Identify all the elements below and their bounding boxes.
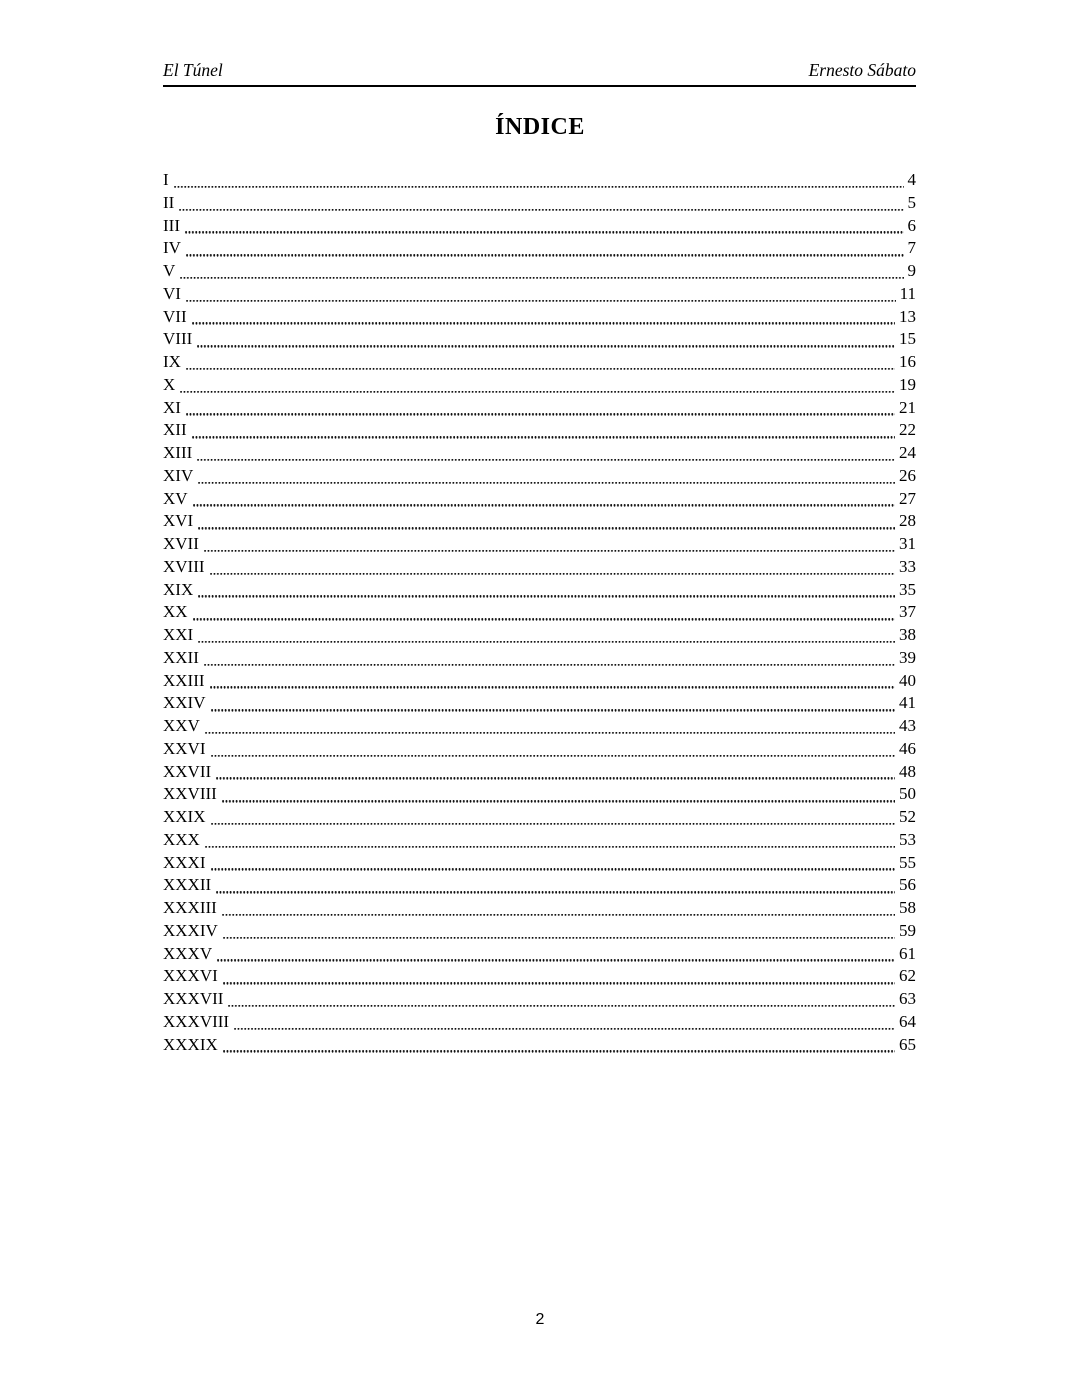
toc-page-number: 28 (899, 511, 916, 531)
dot-leader (211, 755, 896, 757)
dot-leader (192, 322, 895, 324)
toc-chapter-label: XIX (163, 579, 194, 599)
toc-chapter-label: XXXI (163, 852, 206, 872)
dot-leader (211, 868, 896, 870)
toc-chapter-label: XVI (163, 511, 194, 531)
header-rule (163, 85, 916, 87)
toc-entry (163, 989, 916, 1012)
toc-chapter-label: XXXV (163, 943, 213, 963)
toc-chapter-label: XXIV (163, 693, 206, 713)
toc-entry (163, 238, 916, 261)
dot-leader (198, 595, 895, 597)
toc-entry (163, 375, 916, 398)
toc-entry (163, 739, 916, 762)
dot-leader (198, 482, 895, 484)
dot-leader (192, 436, 895, 438)
toc-entry (163, 261, 916, 284)
dot-leader (193, 618, 895, 620)
toc-page-number: 33 (899, 556, 916, 576)
toc-entry (163, 671, 916, 694)
toc-entry (163, 307, 916, 330)
toc-page-number: 26 (899, 465, 916, 485)
toc-entry (163, 875, 916, 898)
toc-entry (163, 830, 916, 853)
dot-leader (186, 413, 895, 415)
toc-chapter-label: XII (163, 420, 187, 440)
toc-page-number: 19 (899, 374, 916, 394)
dot-leader (186, 368, 895, 370)
toc-entry (163, 693, 916, 716)
toc-entry (163, 170, 916, 193)
toc-entry (163, 966, 916, 989)
toc-chapter-label: XXXVII (163, 989, 224, 1008)
footer-page-number: 2 (535, 1311, 545, 1328)
toc-chapter-label: XXV (163, 716, 200, 735)
toc-entry (163, 648, 916, 671)
toc-chapter-label: X (163, 374, 176, 394)
toc-entry (163, 807, 916, 830)
toc-page-number: 9 (907, 261, 916, 280)
dot-leader (186, 254, 904, 256)
header-book-title: El Túnel (163, 60, 223, 80)
toc-entry (163, 921, 916, 944)
toc-chapter-label: XV (163, 488, 188, 508)
toc-entry (163, 216, 916, 239)
dot-leader (223, 1050, 895, 1052)
toc-entry (163, 193, 916, 216)
dot-leader (185, 231, 904, 233)
toc-page-number: 55 (899, 852, 916, 872)
page-title: ÍNDICE (495, 114, 585, 140)
dot-leader (217, 959, 895, 961)
toc-page-number: 35 (899, 579, 916, 599)
toc-chapter-label: XXIX (163, 807, 206, 826)
toc-page-number: 48 (899, 761, 916, 781)
toc-chapter-label: IX (163, 352, 181, 371)
dot-leader (222, 800, 895, 802)
dot-leader (205, 732, 895, 734)
toc-page-number: 61 (899, 943, 916, 963)
toc-chapter-label: XXXVIII (163, 1011, 230, 1031)
toc-chapter-label: XXXIX (163, 1034, 218, 1054)
toc-chapter-label: XIV (163, 465, 194, 485)
toc-entry (163, 420, 916, 443)
dot-leader (197, 459, 895, 461)
dot-leader (210, 573, 895, 575)
toc-chapter-label: IV (163, 238, 181, 258)
toc-page-number: 40 (899, 670, 916, 690)
toc-entry (163, 784, 916, 807)
page-footer (0, 1311, 1080, 1329)
dot-leader (211, 709, 896, 711)
toc-page-number: 15 (899, 329, 916, 349)
dot-leader (211, 823, 896, 825)
dot-leader (186, 300, 896, 302)
toc-entry (163, 944, 916, 967)
toc-page-number: 13 (899, 306, 916, 326)
toc-entry (163, 511, 916, 534)
toc-chapter-label: XVII (163, 534, 199, 553)
toc-chapter-label: VII (163, 306, 187, 326)
toc-page-number: 46 (899, 738, 916, 758)
toc-page-number: 11 (899, 283, 916, 303)
toc-page-number: 58 (899, 898, 916, 917)
toc-page-number: 24 (899, 443, 916, 462)
dot-leader (222, 914, 895, 916)
toc-chapter-label: XXII (163, 647, 199, 667)
toc-chapter-label: XXVII (163, 761, 212, 781)
dot-leader (198, 527, 895, 529)
toc-entry (163, 466, 916, 489)
toc-page-number: 41 (899, 693, 916, 713)
toc-page-number: 31 (899, 534, 916, 553)
toc-entry (163, 352, 916, 375)
toc-entry (163, 557, 916, 580)
toc-entry (163, 443, 916, 466)
toc-page-number: 39 (899, 647, 916, 667)
dot-leader (216, 777, 895, 779)
toc-page-number: 63 (899, 989, 916, 1008)
running-header (163, 60, 916, 80)
toc-page-number: 64 (899, 1011, 916, 1031)
dot-leader (193, 504, 895, 506)
toc-entry (163, 580, 916, 603)
toc-chapter-label: XXXII (163, 875, 212, 895)
toc-page-number: 27 (899, 488, 916, 508)
toc-page-number: 56 (899, 875, 916, 895)
dot-leader (210, 686, 895, 688)
toc-entry (163, 716, 916, 739)
toc-page-number: 37 (899, 602, 916, 622)
toc-page-number: 6 (907, 215, 916, 235)
toc-chapter-label: I (163, 170, 169, 189)
toc-chapter-label: XX (163, 602, 188, 622)
toc-page-number: 53 (899, 829, 916, 849)
toc-chapter-label: XXIII (163, 670, 205, 690)
toc-chapter-label: XXX (163, 829, 200, 849)
toc-page-number: 5 (907, 192, 916, 212)
dot-leader (179, 209, 903, 211)
toc-chapter-label: XXVIII (163, 784, 217, 804)
toc-page-number: 22 (899, 420, 916, 440)
toc-page-number: 38 (899, 625, 916, 644)
dot-leader (180, 277, 903, 279)
toc-entry (163, 1035, 916, 1058)
header-author-name: Ernesto Sábato (808, 60, 916, 80)
toc-page-number: 52 (899, 807, 916, 826)
dot-leader (216, 891, 895, 893)
toc-entry (163, 602, 916, 625)
toc-list (163, 170, 916, 1057)
toc-entry (163, 329, 916, 352)
dot-leader (204, 664, 895, 666)
toc-entry (163, 489, 916, 512)
toc-page-number: 4 (907, 170, 916, 189)
toc-entry (163, 853, 916, 876)
dot-leader (234, 1028, 895, 1030)
toc-chapter-label: XXXVI (163, 966, 218, 986)
toc-page-number: 16 (899, 352, 916, 371)
toc-entry (163, 1012, 916, 1035)
toc-chapter-label: VIII (163, 329, 193, 349)
toc-chapter-label: XI (163, 397, 181, 417)
dot-leader (197, 345, 895, 347)
toc-chapter-label: VI (163, 283, 181, 303)
toc-entry (163, 534, 916, 557)
dot-leader (204, 550, 895, 552)
toc-page-number: 59 (899, 920, 916, 940)
toc-chapter-label: II (163, 192, 175, 212)
toc-chapter-label: XXI (163, 625, 194, 644)
toc-entry (163, 284, 916, 307)
toc-page-number: 62 (899, 966, 916, 986)
dot-leader (198, 641, 895, 643)
dot-leader (180, 391, 895, 393)
toc-chapter-label: XVIII (163, 556, 205, 576)
toc-page-number: 43 (899, 716, 916, 735)
dot-leader (228, 1005, 895, 1007)
toc-page-number: 65 (899, 1034, 916, 1054)
toc-page-number: 7 (907, 238, 916, 258)
toc-chapter-label: V (163, 261, 176, 280)
toc-chapter-label: XIII (163, 443, 193, 462)
dot-leader (223, 937, 895, 939)
toc-chapter-label: XXXIII (163, 898, 217, 917)
dot-leader (205, 846, 895, 848)
toc-chapter-label: XXVI (163, 738, 206, 758)
toc-page-number: 21 (899, 397, 916, 417)
toc-entry (163, 398, 916, 421)
toc-page-number: 50 (899, 784, 916, 804)
toc-entry (163, 625, 916, 648)
toc-entry (163, 762, 916, 785)
toc-chapter-label: III (163, 215, 180, 235)
dot-leader (174, 186, 904, 188)
toc-chapter-label: XXXIV (163, 920, 218, 940)
toc-entry (163, 898, 916, 921)
dot-leader (223, 982, 895, 984)
